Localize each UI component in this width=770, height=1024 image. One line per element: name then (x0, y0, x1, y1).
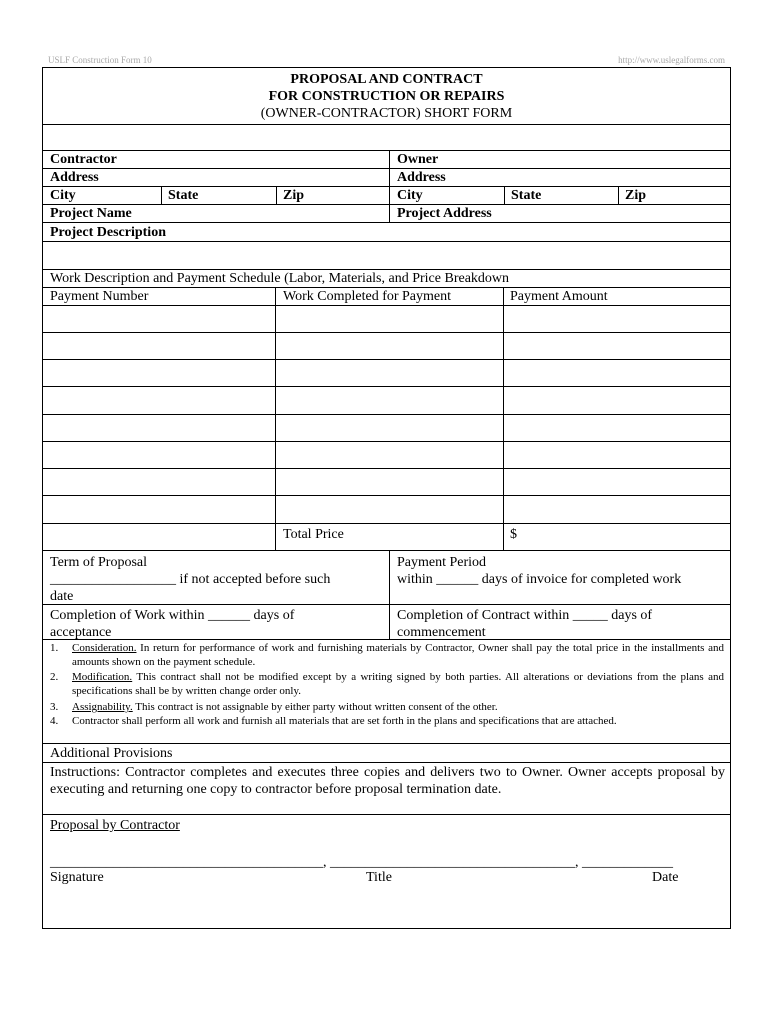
divider (43, 124, 730, 125)
owner-zip-label: Zip (625, 188, 647, 203)
term-of-proposal-date: date (50, 589, 74, 604)
divider (43, 639, 730, 640)
form-title-line2: FOR CONSTRUCTION OR REPAIRS (268, 89, 505, 104)
column-divider (275, 287, 276, 550)
clause-title: Consideration. (72, 642, 137, 654)
clause-number: 3. (50, 701, 59, 713)
divider (43, 241, 730, 242)
clause-number: 2. (50, 671, 59, 683)
contractor-state-label: State (168, 188, 199, 203)
schedule-heading: Work Description and Payment Schedule (Labor, Materials, and Price Breakdown (50, 271, 510, 286)
divider (43, 743, 730, 744)
divider (389, 150, 390, 222)
project-name-label: Project Name (50, 206, 132, 221)
divider (276, 186, 277, 204)
clause-text: This contract is not assignable by either party without written consent of the other. (132, 701, 498, 713)
term-of-proposal-line: __________________ if not accepted before such (50, 572, 331, 587)
divider (43, 305, 730, 306)
clause-consideration (72, 641, 724, 669)
owner-state-label: State (511, 188, 542, 203)
table-row (43, 332, 730, 333)
clause-assignability (72, 700, 724, 714)
contractor-label: Contractor (50, 152, 117, 167)
project-description-label: Project Description (50, 225, 166, 240)
table-row (43, 495, 730, 496)
signature-label: Signature (50, 870, 104, 885)
project-address-label: Project Address (397, 206, 492, 221)
form-id-header: USLF Construction Form 10 (48, 55, 152, 65)
table-row (43, 468, 730, 469)
title-label: Title (366, 870, 392, 885)
divider (618, 186, 619, 204)
table-row (43, 359, 730, 360)
table-row (43, 414, 730, 415)
total-price-symbol: $ (510, 527, 517, 542)
clause-text: In return for performance of work and furnishing materials by Contractor, Owner shall pay the total price in the installments and amounts shown on the payment schedule. (72, 642, 724, 668)
completion-of-work-line1: Completion of Work within ______ days of (50, 608, 295, 623)
table-row (43, 550, 730, 551)
clause-text: Contractor shall perform all work and furnish all materials that are set forth in the plans and specifications that are attached. (72, 715, 617, 727)
table-row (43, 441, 730, 442)
divider (43, 204, 730, 205)
form-title-line3: (OWNER-CONTRACTOR) SHORT FORM (260, 106, 513, 121)
table-row (43, 523, 730, 524)
divider (43, 222, 730, 223)
total-price-label: Total Price (283, 527, 344, 542)
payment-period-label: Payment Period (397, 555, 487, 570)
contract-form (42, 67, 731, 929)
clause-title: Assignability. (72, 701, 133, 713)
completion-of-contract-line2: commencement (397, 625, 486, 640)
date-label: Date (652, 870, 679, 885)
additional-provisions-label: Additional Provisions (50, 746, 173, 761)
column-header-work-completed: Work Completed for Payment (283, 289, 452, 304)
divider (43, 604, 730, 605)
signature-line: _______________________________________, ___________________________________, _____________ (50, 855, 673, 870)
divider (43, 762, 730, 763)
clause-number: 1. (50, 642, 59, 654)
term-of-proposal-label: Term of Proposal (50, 555, 148, 570)
clause-modification (72, 670, 724, 698)
contractor-city-label: City (50, 188, 76, 203)
completion-of-contract-line1: Completion of Contract within _____ days of (397, 608, 653, 623)
divider (43, 168, 730, 169)
clause-number: 4. (50, 715, 59, 727)
owner-label: Owner (397, 152, 439, 167)
divider (43, 150, 730, 151)
clause-text: This contract shall not be modified except by a writing signed by both parties. All alterations or deviations from the plans and specifications shall be by written change order only. (72, 671, 724, 697)
divider (504, 186, 505, 204)
owner-address-label: Address (397, 170, 446, 185)
clause-title: Modification. (72, 671, 133, 683)
divider (161, 186, 162, 204)
table-row (43, 386, 730, 387)
website-header: http://www.uslegalforms.com (618, 55, 725, 65)
contractor-zip-label: Zip (283, 188, 305, 203)
column-header-payment-amount: Payment Amount (510, 289, 608, 304)
column-divider (389, 550, 390, 639)
instructions-text: Instructions: Contractor completes and executes three copies and delivers two to Owner. Owner accepts proposal by executing and returning one copy to contractor before proposal termination date. (50, 765, 725, 797)
form-title-line1: PROPOSAL AND CONTRACT (290, 72, 483, 87)
clause-performance (72, 714, 724, 728)
column-header-payment-number: Payment Number (50, 289, 149, 304)
column-divider (503, 287, 504, 550)
owner-city-label: City (397, 188, 423, 203)
payment-period-line: within ______ days of invoice for completed work (397, 572, 682, 587)
contractor-address-label: Address (50, 170, 99, 185)
proposal-by-contractor-heading: Proposal by Contractor (50, 818, 180, 833)
completion-of-work-line2: acceptance (50, 625, 112, 640)
divider (43, 814, 730, 815)
